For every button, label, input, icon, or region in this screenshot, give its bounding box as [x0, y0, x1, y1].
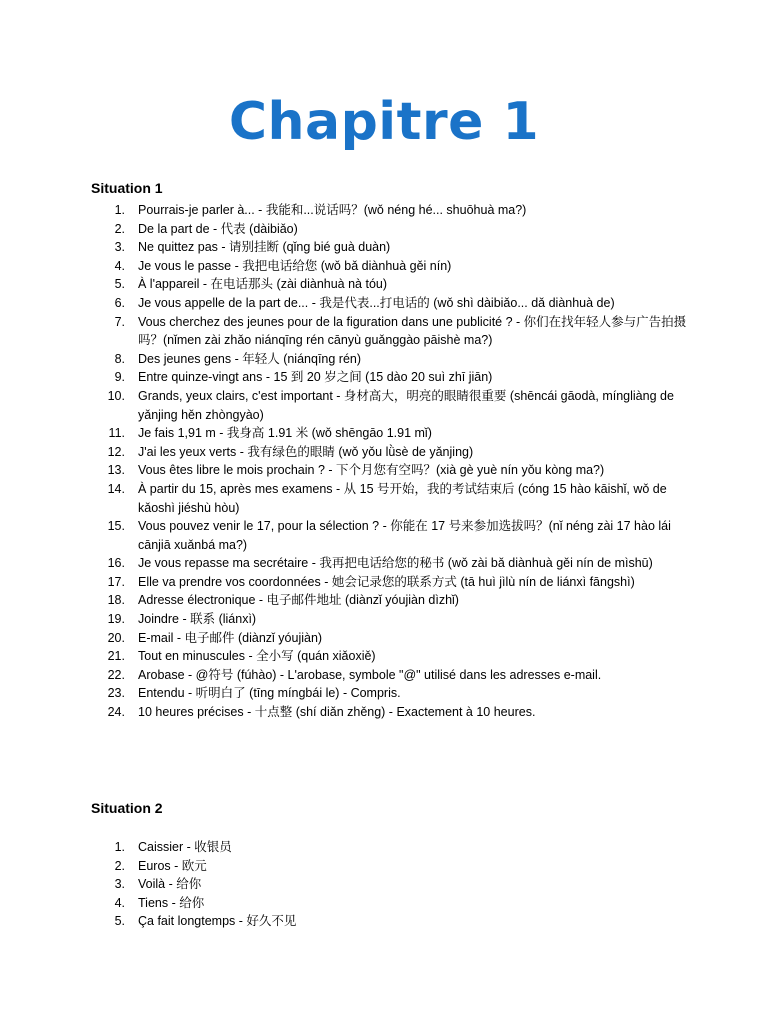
list-item — [91, 857, 691, 876]
list-item-number: 18. — [107, 593, 125, 608]
list-item — [91, 368, 691, 387]
list-item-text: E-mail - 电子邮件 (diànzǐ yóujiàn) — [138, 630, 323, 645]
list-item-text: De la part de - 代表 (dàibiǎo) — [138, 221, 298, 236]
list-item-text: Vous cherchez des jeunes pour de la figuration dans une publicité ? - 你们在找年轻人参与广告拍摄吗？(nǐmen zài zhǎo niánqīng rén cānyù guǎnggào pāishè ma?) — [138, 314, 687, 348]
list-item — [91, 275, 691, 294]
list-item — [91, 554, 691, 573]
list-item — [91, 443, 691, 462]
list-item — [91, 666, 691, 685]
list-item — [91, 257, 691, 276]
list-item-number: 9. — [114, 370, 125, 385]
list-item-number: 17. — [107, 574, 125, 589]
list-item-text: Ne quittez pas - 请别挂断 (qǐng bié guà duàn) — [138, 240, 391, 255]
list-item-number: 14. — [107, 481, 125, 496]
list-item-text: Caissier - 收银员 — [138, 840, 232, 854]
list-item-number: 1. — [114, 203, 125, 217]
list-item-number: 21. — [107, 649, 125, 664]
situation-1-heading: Situation 1 — [91, 180, 163, 196]
list-item — [91, 647, 691, 666]
list-item-text: Tiens - 给你 — [138, 895, 205, 910]
list-item-text: Des jeunes gens - 年轻人 (niánqīng rén) — [138, 351, 362, 366]
list-item — [91, 591, 691, 610]
list-item-text: Je vous appelle de la part de... - 我是代表...打电话的 (wǒ shì dàibiǎo... dǎ diànhuà de) — [138, 295, 615, 310]
list-item — [91, 461, 691, 480]
list-item-text: Adresse électronique - 电子邮件地址 (diànzǐ yóujiàn dìzhǐ) — [138, 593, 459, 608]
list-item — [91, 220, 691, 239]
list-item-text: 10 heures précises - 十点整 (shí diǎn zhěng) - Exactement à 10 heures. — [138, 705, 536, 720]
list-item-number: 4. — [114, 895, 125, 910]
list-item-text: Tout en minuscules - 全小写 (quán xiǎoxiě) — [138, 649, 376, 664]
list-item-number: 10. — [107, 388, 125, 403]
list-item — [91, 875, 691, 894]
list-item — [91, 629, 691, 648]
list-item-number: 3. — [114, 877, 125, 892]
list-item-number: 7. — [114, 314, 125, 329]
list-item-number: 3. — [114, 240, 125, 255]
list-item — [91, 201, 691, 220]
list-item — [91, 424, 691, 443]
list-item-number: 23. — [107, 686, 125, 701]
list-item-text: Vous pouvez venir le 17, pour la sélection ? - 你能在 17 号来参加选拔吗？(nǐ néng zài 17 hào lái cānjiā xuǎnbá ma?) — [138, 519, 671, 552]
list-item-number: 15. — [107, 519, 125, 534]
list-item-text: À partir du 15, après mes examens - 从 15 号开始，我的考试结束后 (cóng 15 hào kāishǐ, wǒ de kǎoshì jiéshù hòu) — [138, 481, 667, 515]
list-item-text: Vous êtes libre le mois prochain ? - 下个月您有空吗？(xià gè yuè nín yǒu kòng ma?) — [138, 463, 605, 478]
list-item — [91, 238, 691, 257]
list-item — [91, 610, 691, 629]
list-item-text: Voilà - 给你 — [138, 877, 202, 892]
list-item-number: 24. — [107, 705, 125, 720]
list-item-number: 5. — [114, 277, 125, 292]
list-item — [91, 517, 691, 554]
list-item-text: Ça fait longtemps - 好久不见 — [138, 914, 297, 929]
chapter-title: Chapitre 1 — [228, 92, 540, 152]
list-item-number: 4. — [114, 258, 125, 273]
list-item-text: Joindre - 联系 (liánxì) — [138, 612, 257, 627]
list-item-text: Grands, yeux clairs, c'est important - 身材高大，明亮的眼睛很重要 (shēncái gāodà, míngliàng de yǎnjing hěn zhòngyào) — [138, 388, 674, 422]
list-item-number: 11. — [108, 426, 125, 441]
list-item — [91, 387, 691, 424]
list-item-text: Elle va prendre vos coordonnées - 她会记录您的联系方式 (tā huì jìlù nín de liánxì fāngshì) — [138, 574, 635, 589]
list-item-text: J'ai les yeux verts - 我有绿色的眼睛 (wǒ yǒu lǜsè de yǎnjing) — [138, 444, 474, 459]
list-item-number: 12. — [107, 444, 125, 459]
list-item — [91, 350, 691, 369]
list-item-number: 1. — [114, 840, 125, 854]
list-item-number: 5. — [114, 914, 125, 929]
list-item-text: Pourrais-je parler à... - 我能和...说话吗？(wǒ néng hé... shuōhuà ma?) — [138, 203, 527, 217]
list-item — [91, 313, 691, 350]
list-item-text: Je vous le passe - 我把电话给您 (wǒ bǎ diànhuà gěi nín) — [138, 258, 452, 273]
situation-2-heading: Situation 2 — [91, 800, 163, 816]
list-item-text: Euros - 欧元 — [138, 858, 207, 873]
list-item-text: Je fais 1,91 m - 我身高 1.91 米 (wǒ shēngāo 1.91 mǐ) — [138, 426, 432, 441]
list-item-number: 2. — [114, 221, 125, 236]
list-item-number: 22. — [107, 667, 125, 682]
list-item — [91, 912, 691, 931]
list-item-number: 16. — [107, 556, 125, 571]
list-item-number: 13. — [107, 463, 125, 478]
list-item-number: 20. — [107, 630, 125, 645]
list-item-text: À l'appareil - 在电话那头 (zài diànhuà nà tóu) — [138, 277, 388, 292]
list-item-number: 2. — [114, 858, 125, 873]
list-item — [91, 684, 691, 703]
list-item — [91, 573, 691, 592]
list-item — [91, 480, 691, 517]
situation-2-list — [91, 838, 691, 931]
list-item-number: 6. — [114, 295, 125, 310]
list-item-number: 8. — [114, 351, 125, 366]
list-item-number: 19. — [107, 612, 125, 627]
situation-1-list — [91, 201, 691, 722]
list-item-text: Arobase - @符号 (fúhào) - L'arobase, symbole "@" utilisé dans les adresses e-mail. — [138, 667, 602, 682]
list-item — [91, 703, 691, 722]
list-item — [91, 838, 691, 857]
list-item — [91, 894, 691, 913]
list-item — [91, 294, 691, 313]
list-item-text: Je vous repasse ma secrétaire - 我再把电话给您的秘书 (wǒ zài bǎ diànhuà gěi nín de mìshū) — [138, 556, 653, 571]
list-item-text: Entendu - 听明白了 (tīng míngbái le) - Compris. — [138, 686, 401, 701]
list-item-text: Entre quinze-vingt ans - 15 到 20 岁之间 (15 dào 20 suì zhī jiān) — [138, 370, 493, 385]
